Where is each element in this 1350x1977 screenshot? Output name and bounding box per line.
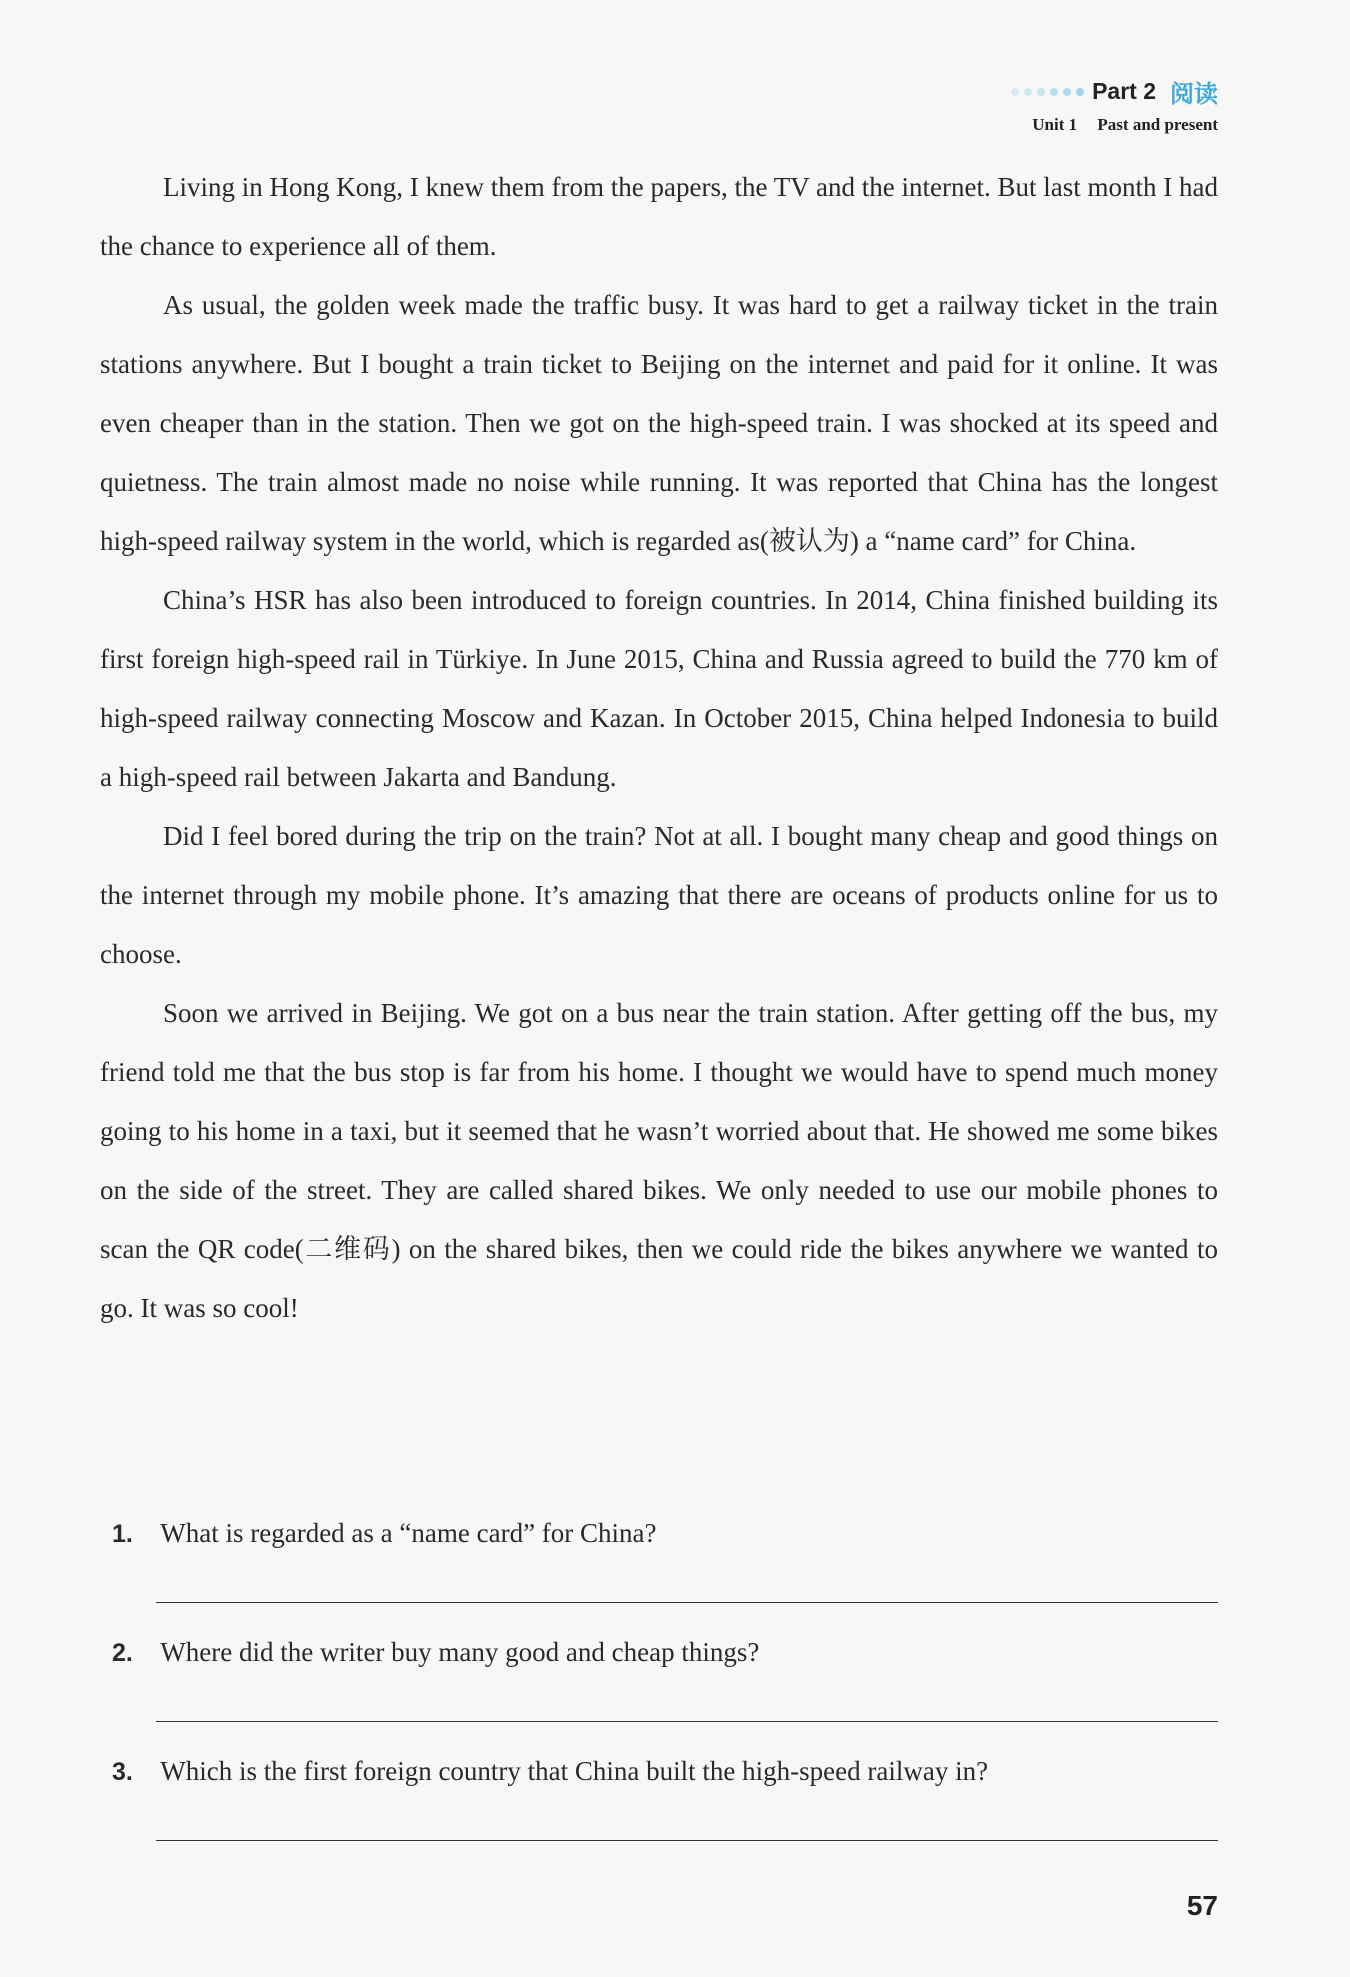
part-chinese-label: 阅读 [1170, 80, 1218, 108]
question-number: 1. [112, 1520, 133, 1548]
answer-line[interactable] [156, 1602, 1218, 1603]
answer-line[interactable] [156, 1840, 1218, 1841]
paragraph: Did I feel bored during the trip on the train? Not at all. I bought many cheap and good things on the internet through my mobile phone. It’s amazing that there are oceans of products online for us to choose. [100, 821, 1218, 969]
page-number: 57 [1186, 1890, 1218, 1921]
question-text: Which is the first foreign country that China built the high-speed railway in? [160, 1756, 989, 1786]
paragraph: Soon we arrived in Beijing. We got on a bus near the train station. After getting off the bus, my friend told me that the bus stop is far from his home. I thought we would have to spend much money going to his home in a taxi, but it seemed that he wasn’t worried about that. He showed me some bikes on the side of the street. They are called shared bikes. We only needed to use our mobile phones to scan the QR code(二维码) on the shared bikes, then we could ride the bikes anywhere we wanted to go. It was so cool! [100, 998, 1218, 1323]
answer-line[interactable] [156, 1721, 1218, 1722]
paragraph: China’s HSR has also been introduced to foreign countries. In 2014, China finished building its first foreign high-speed rail in Türkiye. In June 2015, China and Russia agreed to build the 770 km of high-speed railway connecting Moscow and Kazan. In October 2015, China helped Indonesia to build a high-speed rail between Jakarta and Bandung. [100, 585, 1218, 792]
paragraph: Living in Hong Kong, I knew them from the papers, the TV and the internet. But last month I had the chance to experience all of them. [100, 172, 1218, 261]
part-label: Part 2 [1092, 78, 1156, 104]
question-text: What is regarded as a “name card” for China? [160, 1518, 657, 1548]
question-item [112, 1637, 1218, 1756]
page-header [1011, 74, 1218, 135]
unit-line [1011, 115, 1218, 135]
paragraph: As usual, the golden week made the traffic busy. It was hard to get a railway ticket in the train stations anywhere. But I bought a train ticket to Beijing on the internet and paid for it online. It was even cheaper than in the station. Then we got on the high-speed train. I was shocked at its speed and quietness. The train almost made no noise while running. It was reported that China has the longest high-speed railway system in the world, which is regarded as(被认为) a “name card” for China. [100, 290, 1218, 556]
question-text: Where did the writer buy many good and cheap things? [160, 1637, 760, 1667]
decorative-dots-icon [1011, 88, 1084, 96]
question-item [112, 1756, 1218, 1875]
unit-title: Past and present [1097, 115, 1218, 134]
question-item [112, 1518, 1218, 1637]
unit-label: Unit 1 [1032, 115, 1078, 134]
question-number: 3. [112, 1758, 133, 1786]
header-part-row [1011, 74, 1218, 109]
question-number: 2. [112, 1639, 133, 1667]
question-list [112, 1518, 1218, 1875]
reading-passage [100, 158, 1218, 1338]
